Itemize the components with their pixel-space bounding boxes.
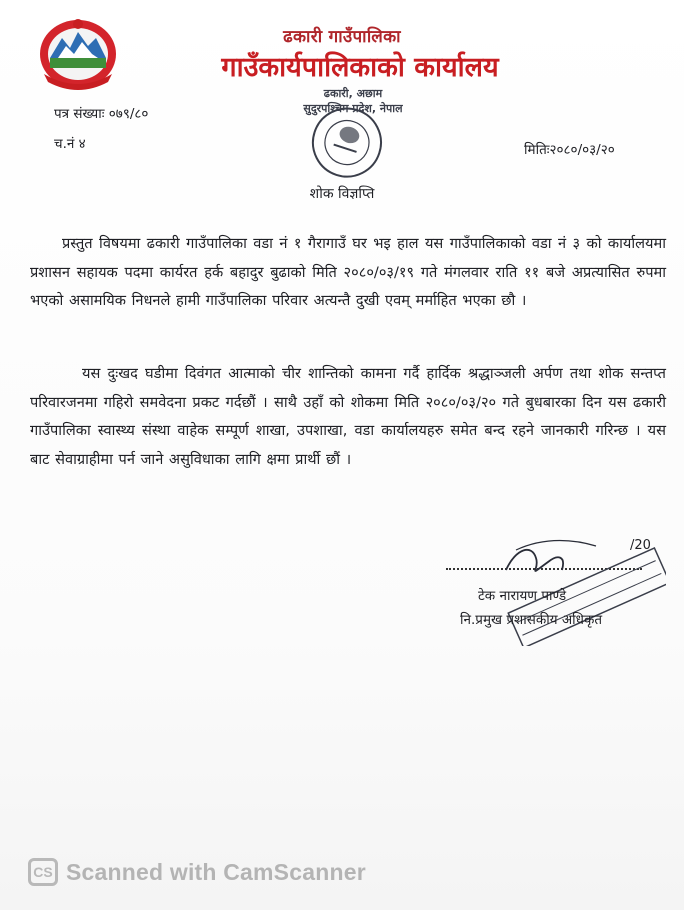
- dispatch-number: च.नं ४: [54, 136, 86, 152]
- municipality-name: ढकारी गाउँपालिका: [283, 27, 401, 47]
- notice-subject: शोक विज्ञप्ति: [309, 186, 375, 202]
- office-stamp-icon: [282, 84, 422, 184]
- office-name: गाउँकार्यपालिकाको कार्यालय: [221, 52, 499, 83]
- camscanner-text: Scanned with CamScanner: [66, 858, 366, 885]
- letter-date: मितिः२०८०/०३/२०: [524, 142, 615, 158]
- signatory-title: नि.प्रमुख प्रशासकीय अधिकृत: [460, 612, 603, 628]
- stamp-address-line1: ढकारी, अछाम: [323, 87, 383, 100]
- body-paragraph-1: प्रस्तुत विषयमा ढकारी गाउँपालिका वडा नं १ गैरागाउँ घर भइ हाल यस गाउँपालिकाको वडा नं ३ को कार्यालयमा प्रशासन सहायक पदमा कार्यरत हर्क बहादुर बुढाको मिति २०८०/०३/१९ गते मंगलवार राति ११ बजे अप्रत्यासित रुपमा भएको असामयिक निधनले हामी गाउँपालिका परिवार अत्यन्तै दुखी एवम् मर्माहित भएका छौ ।: [30, 235, 666, 309]
- stamp-address-line2: सुदुरपश्चिम प्रदेश, नेपाल: [303, 102, 403, 115]
- signature-date-note: /20: [630, 538, 651, 553]
- camscanner-watermark: [28, 856, 366, 888]
- signatory-name: टेक नारायण पाण्डे: [478, 588, 567, 604]
- body-paragraph-2: यस दुःखद घडीमा दिवंगत आत्माको चीर शान्तिको कामना गर्दै हार्दिक श्रद्धाञ्जली अर्पण तथा शोक सन्तप्त परिवारजनमा गहिरो समवेदना प्रकट गर्दछौं । साथै उहाँ को शोकमा मिति २०८०/०३/२० गते बुधबारका दिन यस ढकारी गाउँपालिका स्वास्थ्य संस्था वाहेक सम्पूर्ण शाखा, उपशाखा, वडा कार्यालयहरु समेत बन्द रहने जानकारी गरिन्छ । यस बाट सेवाग्राहीमा पर्न जाने असुविधाका लागि क्षमा प्रार्थी छौं ।: [30, 365, 666, 468]
- camscanner-logo-icon: CS: [28, 858, 58, 886]
- letter-number: पत्र संख्याः ०७९/८०: [54, 106, 149, 122]
